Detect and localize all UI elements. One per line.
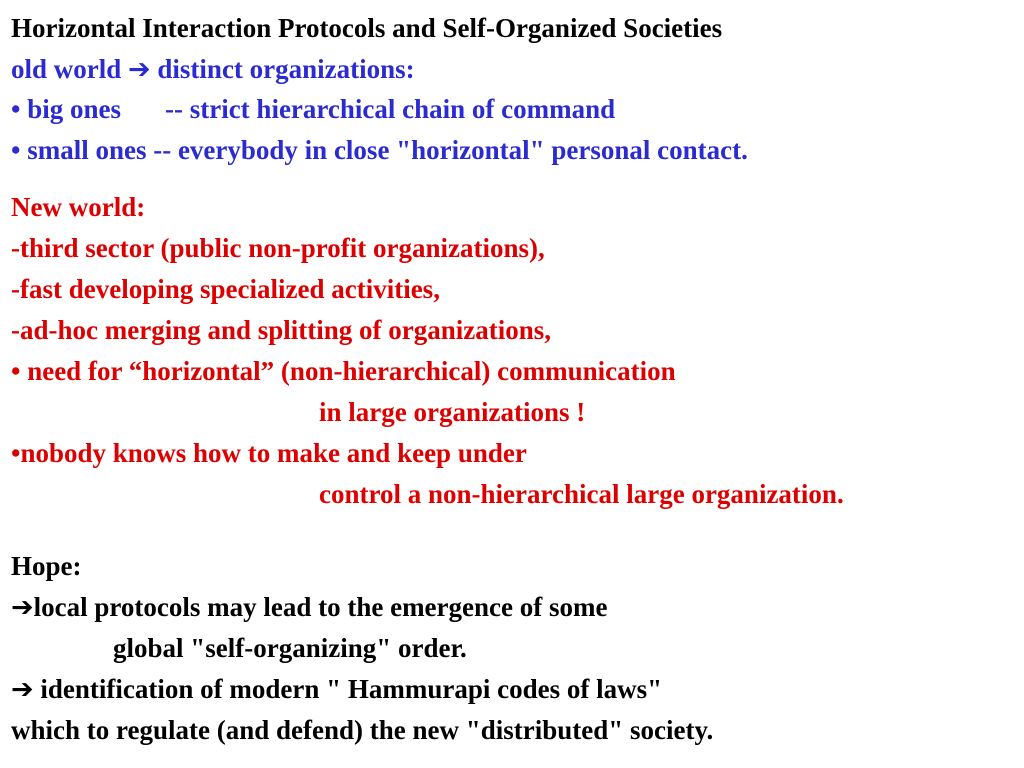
old-world-heading bbox=[11, 49, 415, 90]
hope-line-text: identification of modern " Hammurapi codes of laws" bbox=[33, 674, 663, 704]
new-world-line-continued: control a non-hierarchical large organization. bbox=[319, 479, 844, 509]
old-world-suffix: distinct organizations: bbox=[150, 54, 415, 84]
new-world-line: •nobody knows how to make and keep under bbox=[11, 438, 527, 468]
new-world-line: -third sector (public non-profit organizations), bbox=[11, 233, 545, 263]
new-world-line: -fast developing specialized activities, bbox=[11, 274, 440, 304]
hope-line: which to regulate (and defend) the new "distributed" society. bbox=[11, 715, 714, 745]
right-arrow-icon: ➔ bbox=[11, 592, 34, 623]
old-world-bullet-small: • small ones -- everybody in close "horizontal" personal contact. bbox=[11, 135, 748, 165]
hope-line bbox=[11, 669, 662, 710]
new-world-line: -ad-hoc merging and splitting of organizations, bbox=[11, 315, 552, 345]
old-world-label: old world bbox=[11, 54, 122, 84]
right-arrow-icon: ➔ bbox=[128, 54, 151, 85]
hope-line-continued: global "self-organizing" order. bbox=[113, 633, 467, 663]
old-world-bullet-big bbox=[11, 89, 615, 130]
hope-heading: Hope: bbox=[11, 551, 82, 581]
new-world-heading: New world: bbox=[11, 192, 146, 222]
hope-line-text: local protocols may lead to the emergence of some bbox=[33, 592, 608, 622]
hope-line bbox=[11, 587, 607, 628]
slide-title: Horizontal Interaction Protocols and Self-Organized Societies bbox=[11, 13, 723, 43]
bullet-big-desc: -- strict hierarchical chain of command bbox=[164, 94, 616, 124]
new-world-line: • need for “horizontal” (non-hierarchical) communication bbox=[11, 356, 676, 386]
bullet-big-label: • big ones bbox=[11, 94, 121, 124]
new-world-line-continued: in large organizations ! bbox=[319, 397, 586, 427]
right-arrow-icon: ➔ bbox=[11, 674, 34, 705]
